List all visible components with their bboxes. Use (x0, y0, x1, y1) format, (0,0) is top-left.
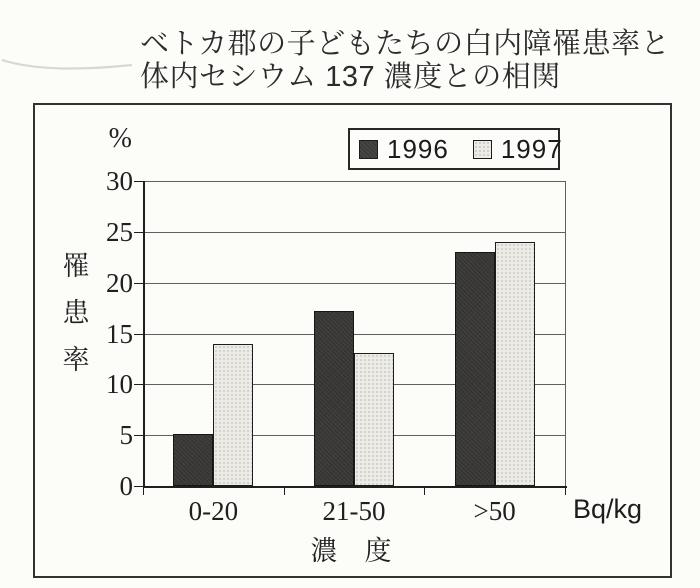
y-tick-label-25: 25 (106, 216, 133, 247)
legend-swatch-1996-icon (359, 140, 378, 159)
y-axis-title: 罹患率 (62, 251, 90, 375)
x-tick-mark-1 (284, 488, 285, 495)
bar-1997-0-20 (213, 344, 253, 486)
legend-swatch-1997-icon (473, 140, 492, 159)
plot-right-border (565, 181, 566, 486)
bar-1996->50 (455, 252, 495, 486)
y-tick-mark-25 (134, 232, 143, 233)
legend-item-1997 (473, 134, 563, 165)
x-tick-mark-0 (143, 488, 144, 495)
y-tick-mark-15 (134, 334, 143, 335)
bar-1997->50 (495, 242, 535, 486)
plot-top-border (145, 181, 565, 182)
x-tick-mark-3 (565, 488, 566, 495)
y-tick-mark-20 (134, 283, 143, 284)
bar-1996-21-50 (314, 311, 354, 486)
y-tick-mark-10 (134, 384, 143, 385)
chart-title-line1: ベトカ郡の子どもたちの白内障罹患率と (140, 28, 671, 60)
y-tick-mark-0 (134, 486, 143, 487)
x-axis-line (143, 486, 567, 488)
y-tick-label-20: 20 (106, 267, 133, 298)
chart-title (140, 28, 670, 94)
chart-title-line2: 体内セシウム 137 濃度との相関 (140, 61, 561, 93)
scan-artifact (0, 52, 140, 78)
x-category-label-21-50: 21-50 (322, 496, 386, 526)
chart-legend (348, 128, 563, 170)
y-tick-mark-30 (134, 181, 143, 182)
y-axis-line (143, 181, 145, 488)
x-axis-title: 濃 度 (310, 536, 392, 566)
bar-1996-0-20 (173, 434, 213, 486)
legend-label-1997: 1997 (500, 133, 563, 164)
y-tick-mark-5 (134, 435, 143, 436)
legend-item-1996 (359, 134, 449, 165)
y-tick-label-5: 5 (119, 420, 133, 451)
x-category-label-0-20: 0-20 (188, 496, 239, 526)
y-tick-label-10: 10 (106, 369, 133, 400)
x-tick-mark-2 (424, 488, 425, 495)
y-tick-label-15: 15 (106, 318, 133, 349)
legend-label-1996: 1996 (387, 133, 449, 164)
y-tick-label-0: 0 (119, 471, 133, 501)
x-category-label->50: >50 (473, 496, 516, 526)
y-unit-label: % (108, 123, 132, 154)
x-unit-label: Bq/kg (573, 494, 643, 524)
gridline-25 (145, 232, 565, 233)
y-tick-label-30: 30 (106, 166, 133, 196)
bar-1997-21-50 (354, 353, 394, 486)
